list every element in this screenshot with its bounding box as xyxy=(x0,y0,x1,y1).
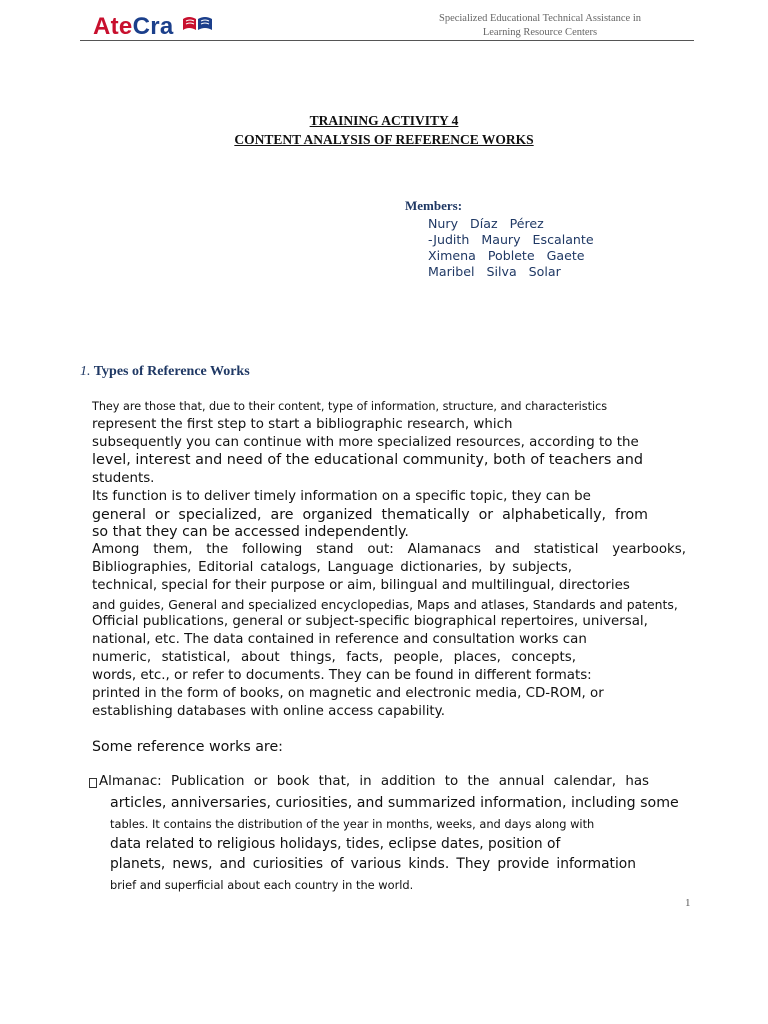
body-line: Its function is to deliver timely information on a specific topic, they can be xyxy=(92,489,591,504)
document-title-line1 xyxy=(0,111,768,131)
member-name: Maribel Silva Solar xyxy=(428,264,561,279)
section-number: 1. xyxy=(80,364,91,379)
almanac-line: Almanac: Publication or book that, in addition to the annual calendar, has xyxy=(99,774,649,789)
body-line: subsequently you can continue with more specialized resources, according to the xyxy=(92,435,639,450)
almanac-line: planets, news, and curiosities of various kinds. They provide information xyxy=(110,856,636,872)
body-line: They are those that, due to their content, type of information, structure, and characteristics xyxy=(92,400,608,413)
body-line: so that they can be accessed independently. xyxy=(92,524,409,540)
body-line: general or specialized, are organized thematically or alphabetically, from xyxy=(92,507,648,523)
page-number: 1 xyxy=(685,897,691,909)
logo-text-accent: Cra xyxy=(132,13,174,40)
section-heading xyxy=(80,362,250,382)
body-line: establishing databases with online access capability. xyxy=(92,704,445,719)
reference-works-intro: Some reference works are: xyxy=(92,739,283,755)
logo-text: AteCra xyxy=(93,13,174,40)
almanac-line: articles, anniversaries, curiosities, and summarized information, including some xyxy=(110,795,679,811)
header-info xyxy=(420,12,660,40)
body-line: and guides, General and specialized encyclopedias, Maps and atlases, Standards and patents, xyxy=(92,597,678,612)
header-info-line2: Learning Resource Centers xyxy=(482,27,598,38)
header-divider xyxy=(80,40,694,41)
almanac-line: tables. It contains the distribution of the year in months, weeks, and days along with xyxy=(110,817,595,831)
almanac-line: brief and superficial about each country in the world. xyxy=(110,878,414,892)
body-line: printed in the form of books, on magnetic and electronic media, CD-ROM, or xyxy=(92,686,604,701)
body-line: words, etc., or refer to documents. They can be found in different formats: xyxy=(92,668,592,683)
bullet-box-icon xyxy=(89,778,97,788)
member-name: -Judith Maury Escalante xyxy=(428,232,594,247)
body-line: numeric, statistical, about things, facts, people, places, concepts, xyxy=(92,650,576,665)
body-line: Official publications, general or subject-specific biographical repertoires, universal, xyxy=(92,614,648,629)
book-logo-icon xyxy=(181,13,215,33)
body-line: Among them, the following stand out: Alamanacs and statistical yearbooks, xyxy=(92,542,686,557)
member-name: Nury Díaz Pérez xyxy=(428,216,544,231)
body-line: level, interest and need of the educational community, both of teachers and xyxy=(92,452,644,468)
member-name: Ximena Poblete Gaete xyxy=(428,248,585,263)
atecra-logo xyxy=(93,12,174,42)
body-line: represent the first step to start a bibliographic research, which xyxy=(92,417,513,432)
body-line: Bibliographies, Editorial catalogs, Language dictionaries, by subjects, xyxy=(92,560,572,575)
title-content-analysis: CONTENT ANALYSIS OF REFERENCE WORKS xyxy=(234,132,534,147)
body-line: students. xyxy=(92,471,155,486)
members-label: Members: xyxy=(405,198,463,213)
body-line: national, etc. The data contained in reference and consultation works can xyxy=(92,632,587,647)
header-info-line1: Specialized Educational Technical Assistance in xyxy=(438,13,641,24)
almanac-line: data related to religious holidays, tides, eclipse dates, position of xyxy=(110,836,561,852)
title-activity: TRAINING ACTIVITY 4 xyxy=(309,113,459,128)
body-line: technical, special for their purpose or aim, bilingual and multilingual, directories xyxy=(92,578,630,593)
section-title: Types of Reference Works xyxy=(93,364,250,379)
document-title-line2 xyxy=(0,130,768,150)
